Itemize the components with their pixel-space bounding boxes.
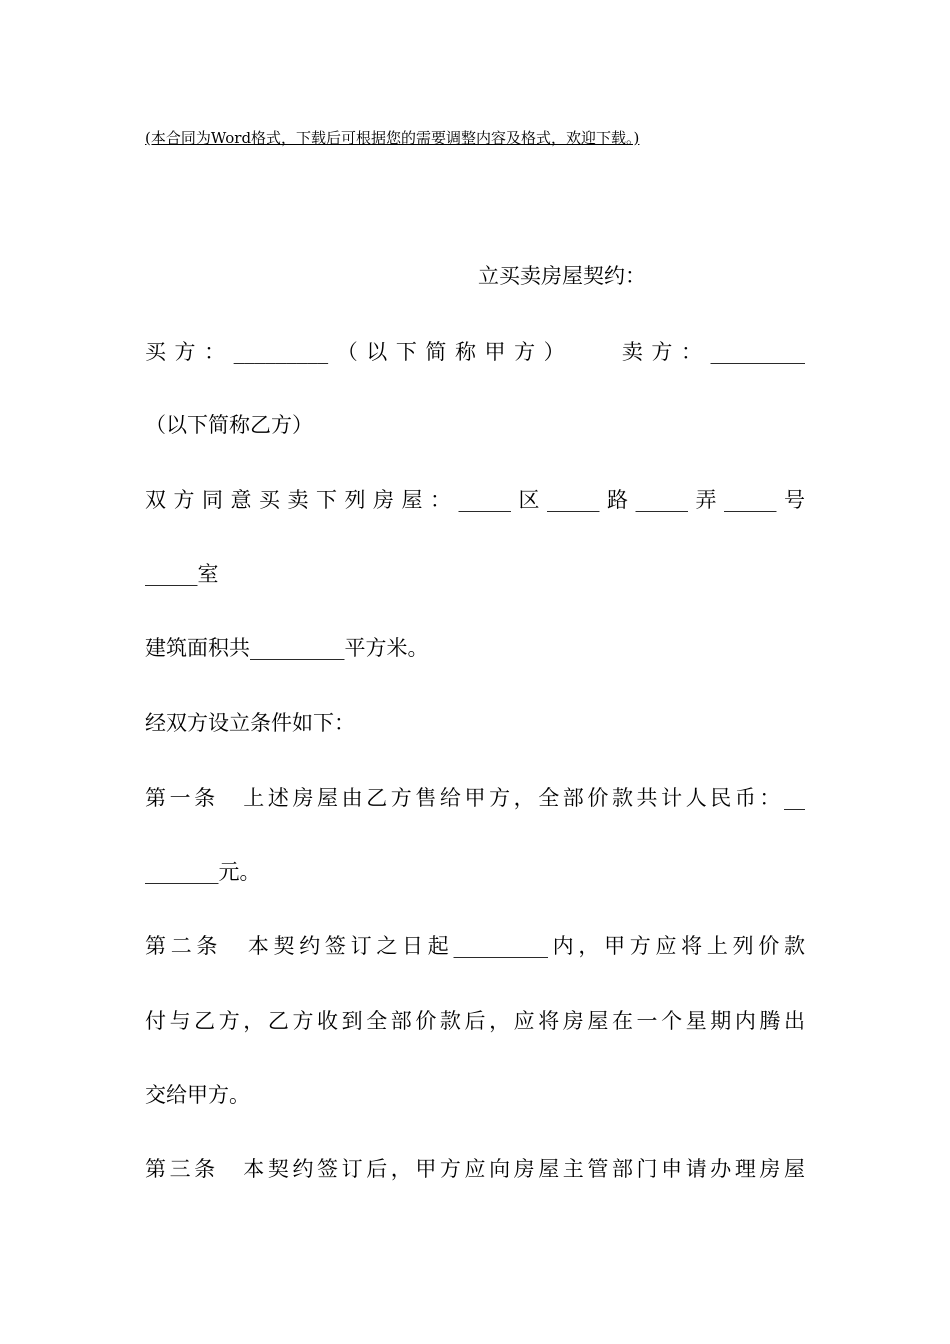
article-1-line-1: 第一条 上述房屋由乙方售给甲方，全部价款共计人民币：__ bbox=[145, 786, 805, 810]
contract-title: 立买卖房屋契约： bbox=[478, 264, 646, 288]
buyer-seller-line: 买方：_________（以下简称甲方） 卖方：_________ bbox=[145, 340, 805, 364]
format-notice: (本合同为Word格式，下载后可根据您的需要调整内容及格式，欢迎下载。) bbox=[145, 129, 640, 147]
conditions-intro-line: 经双方设立条件如下： bbox=[145, 711, 355, 735]
article-2-line-2: 付与乙方，乙方收到全部价款后，应将房屋在一个星期内腾出 bbox=[145, 1009, 805, 1033]
floor-area-line: 建筑面积共_________平方米。 bbox=[145, 636, 429, 660]
property-address-line: 双方同意买卖下列房屋：_____区_____路_____弄_____号 bbox=[145, 488, 805, 512]
seller-abbrev-line: （以下简称乙方） bbox=[145, 413, 313, 437]
article-1-line-2: _______元。 bbox=[145, 860, 261, 884]
article-2-line-3: 交给甲方。 bbox=[145, 1083, 250, 1107]
room-line: _____室 bbox=[145, 562, 219, 586]
article-2-line-1: 第二条 本契约签订之日起_________内，甲方应将上列价款 bbox=[145, 934, 805, 958]
article-3-line-1: 第三条 本契约签订后，甲方应向房屋主管部门申请办理房屋 bbox=[145, 1157, 805, 1181]
